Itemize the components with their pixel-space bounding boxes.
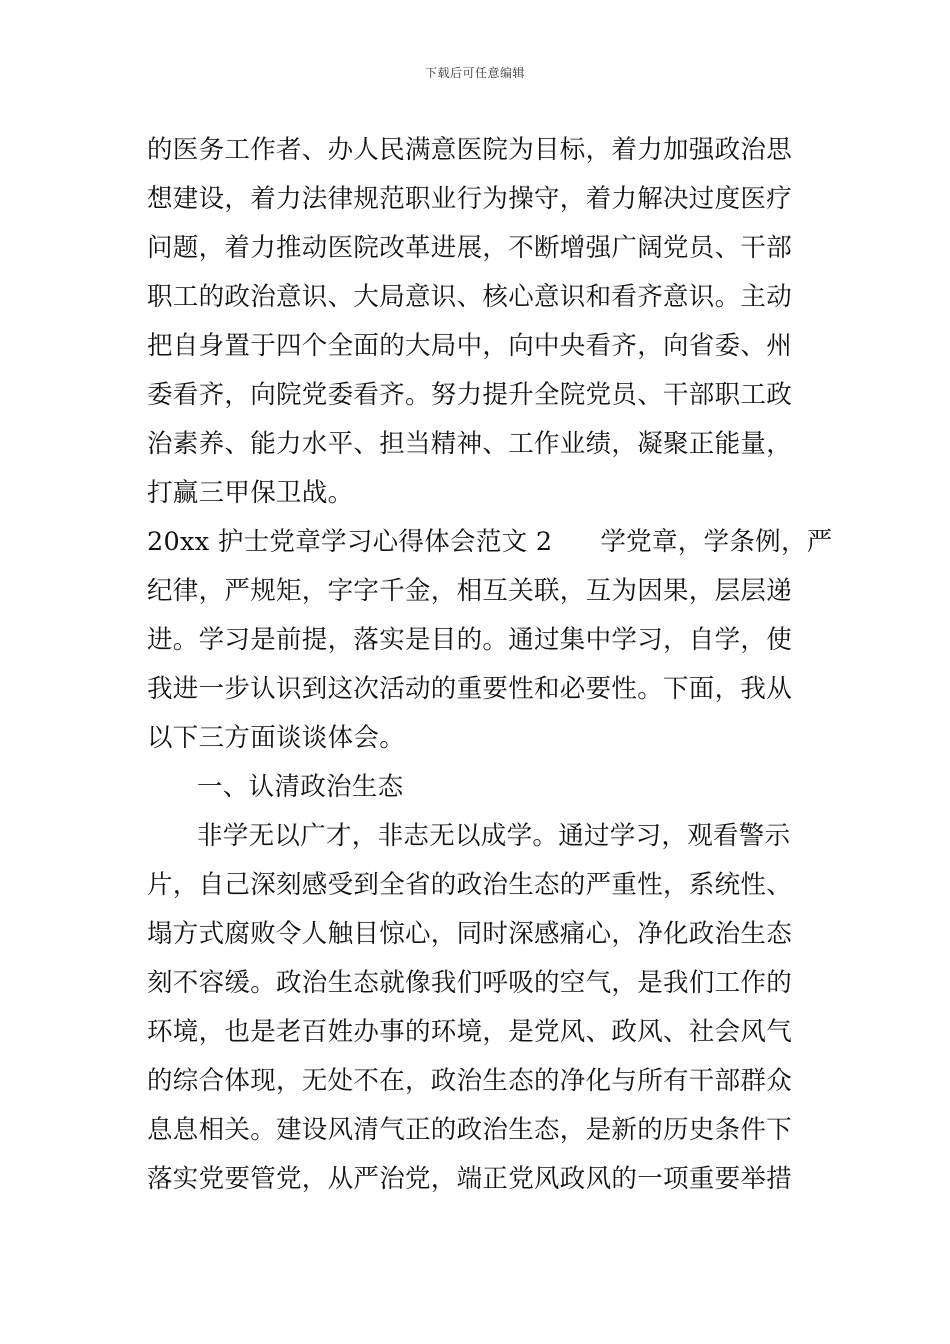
text-line: 纪律，严规矩，字字千金，相互关联，互为因果，层层递: [147, 576, 793, 606]
text-line: 我进一步认识到这次活动的重要性和必要性。下面，我从: [147, 674, 793, 704]
text-line: 息息相关。建设风清气正的政治生态，是新的历史条件下: [147, 1115, 793, 1145]
text-line: 以下三方面谈谈体会。: [147, 723, 406, 753]
text-line: 塌方式腐败令人触目惊心，同时深感痛心，净化政治生态: [147, 919, 793, 949]
text-line: 打赢三甲保卫战。: [147, 478, 354, 508]
text-line: 片，自己深刻感受到全省的政治生态的严重性，系统性、: [147, 870, 793, 900]
text-line: 的医务工作者、办人民满意医院为目标，着力加强政治思: [147, 135, 793, 165]
text-line: 落实党要管党，从严治党，端正党风政风的一项重要举措: [147, 1164, 793, 1194]
text-line: 的综合体现，无处不在，政治生态的净化与所有干部群众: [147, 1066, 793, 1096]
text-line: 非学无以广才，非志无以成学。通过学习，观看警示: [197, 821, 791, 851]
section-title: 20xx 护士党章学习心得体会范文 2: [147, 527, 553, 557]
text-line: 治素养、能力水平、担当精神、工作业绩，凝聚正能量，: [147, 429, 793, 459]
section-first-text: 学党章，学条例，严: [600, 527, 833, 557]
text-line: 环境，也是老百姓办事的环境，是党风、政风、社会风气: [147, 1017, 793, 1047]
text-line: 刻不容缓。政治生态就像我们呼吸的空气，是我们工作的: [147, 968, 793, 998]
section-title-line: [147, 518, 833, 567]
text-line: 委看齐，向院党委看齐。努力提升全院党员、干部职工政: [147, 380, 793, 410]
text-line: 问题，着力推动医院改革进展，不断增强广阔党员、干部: [147, 233, 793, 263]
document-body: [147, 126, 833, 1204]
text-line: 职工的政治意识、大局意识、核心意识和看齐意识。主动: [147, 282, 793, 312]
heading-political-ecology: 一、认清政治生态: [197, 772, 404, 802]
text-line: 想建设，着力法律规范职业行为操守，着力解决过度医疗: [147, 184, 793, 214]
text-line: 把自身置于四个全面的大局中，向中央看齐，向省委、州: [147, 331, 793, 361]
text-line: 进。学习是前提，落实是目的。通过集中学习，自学，使: [147, 625, 793, 655]
page-header-note: 下载后可任意编辑: [424, 66, 525, 80]
